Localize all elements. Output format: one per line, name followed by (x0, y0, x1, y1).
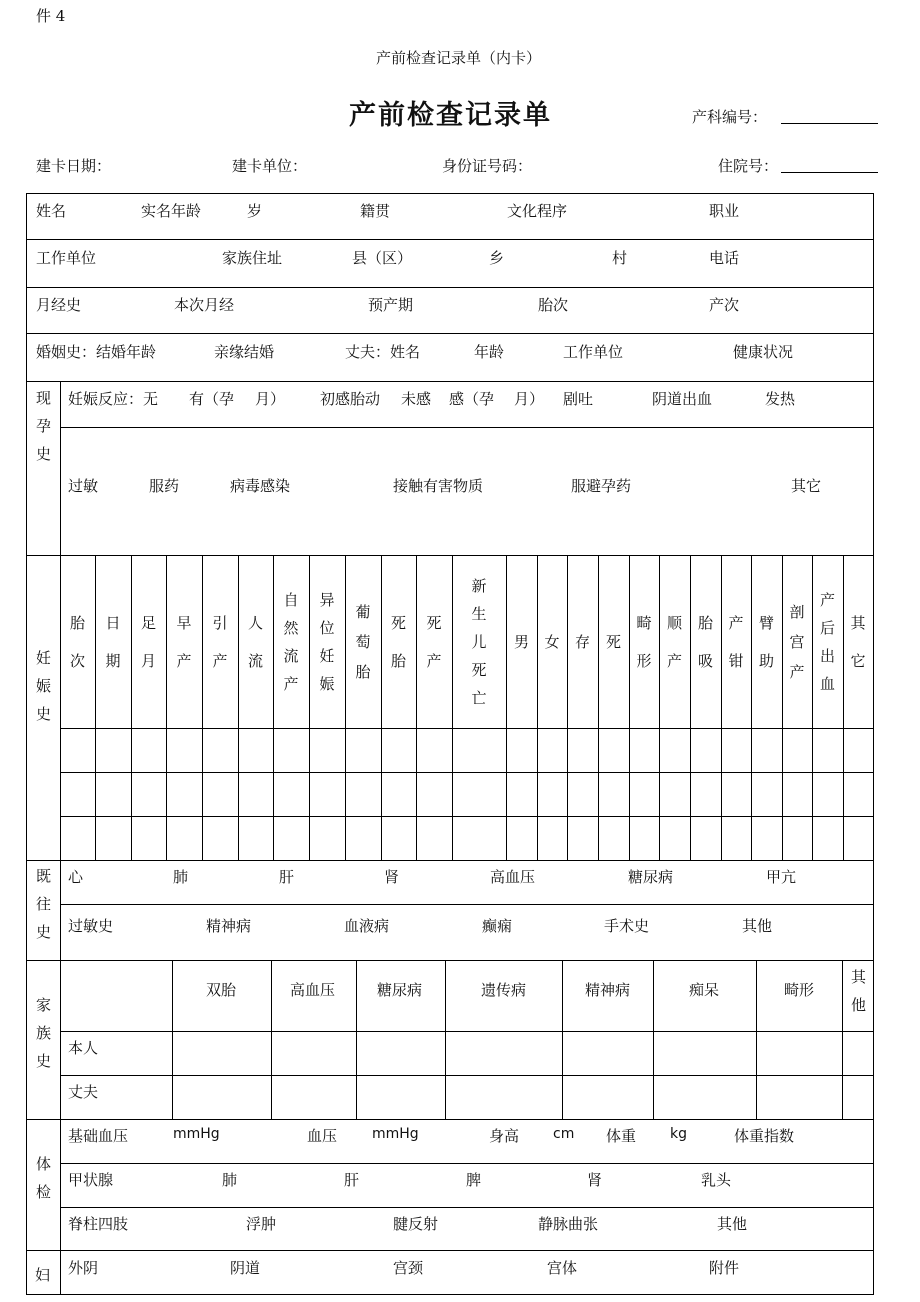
base-bp-label: 基础血压 (68, 1127, 129, 1145)
blood-disease-label: 血液病 (344, 917, 390, 935)
cervix-label: 宫颈 (393, 1259, 424, 1277)
pregnancy-col-3: 足月 (140, 614, 156, 670)
pregnancy-col-22: 剖宫产 (789, 603, 805, 681)
pregnancy-col-10: 死胎 (390, 614, 406, 670)
family-col-other: 其他 (851, 968, 867, 1014)
hyperthyroid-label: 甲亢 (766, 868, 797, 886)
uterus-label: 宫体 (547, 1259, 578, 1277)
exam-liver-label: 肝 (344, 1171, 360, 1189)
first-movement-label: 初感胎动 (320, 390, 381, 408)
contraceptive-label: 服避孕药 (571, 477, 632, 495)
mental-illness-label: 精神病 (206, 917, 252, 935)
pregnancy-col-4: 早产 (176, 614, 192, 670)
not-felt-label: 未感 (401, 390, 432, 408)
current-pregnancy-side-label: 现孕史 (35, 389, 51, 463)
past-history-side-label: 既往史 (35, 867, 51, 941)
family-col-twins: 双胎 (206, 981, 237, 999)
pregnancy-col-17: 畸形 (636, 614, 652, 670)
id-no-label: 身份证号码： (442, 157, 533, 175)
allergy-label: 过敏 (68, 477, 99, 495)
gravida-label: 胎次 (538, 296, 569, 314)
allergy-history-label: 过敏史 (68, 917, 114, 935)
bmi-label: 体重指数 (734, 1127, 795, 1145)
viral-infection-label: 病毒感染 (230, 477, 291, 495)
pregnancy-col-13: 男 (513, 633, 529, 651)
subtitle: 产前检查记录单（内卡） (376, 49, 542, 67)
pregnancy-col-9: 葡萄胎 (355, 603, 371, 681)
village-label: 村 (612, 249, 628, 267)
adnexa-label: 附件 (709, 1259, 740, 1277)
family-row-self: 本人 (68, 1039, 99, 1057)
pregnancy-col-14: 女 (544, 633, 560, 651)
heart-label: 心 (68, 868, 84, 886)
height-unit: cm (553, 1126, 575, 1142)
lung-label: 肺 (173, 868, 189, 886)
reflex-label: 腱反射 (393, 1215, 439, 1233)
pregnancy-col-11: 死产 (426, 614, 442, 670)
township-label: 乡 (489, 249, 505, 267)
page-title: 产前检查记录单 (349, 100, 552, 131)
last-period-label: 本次月经 (174, 296, 235, 314)
health-status-label: 健康状况 (733, 343, 794, 361)
due-date-label: 预产期 (368, 296, 414, 314)
parity-label: 产次 (709, 296, 740, 314)
education-label: 文化程序 (507, 202, 568, 220)
county-label: 县（区） (352, 249, 413, 267)
pregnancy-col-21: 臂助 (758, 614, 774, 670)
hospital-no-field[interactable] (781, 172, 878, 173)
reaction-month-label: 月） (255, 390, 286, 408)
bleeding-label: 阴道出血 (652, 390, 713, 408)
base-bp-unit: mmHg (173, 1126, 220, 1142)
felt-month-label: 月） (514, 390, 545, 408)
other-history-label: 其他 (742, 917, 773, 935)
kidney-label: 肾 (384, 868, 400, 886)
height-label: 身高 (489, 1127, 520, 1145)
reaction-yes-label: 有（孕 (189, 390, 235, 408)
vulva-label: 外阴 (68, 1259, 99, 1277)
gyn-exam-side-label: 妇 (35, 1266, 51, 1284)
native-place-label: 籍贯 (360, 202, 391, 220)
bp-unit: mmHg (372, 1126, 419, 1142)
dept-no-label: 产科编号： (692, 108, 768, 126)
exam-kidney-label: 肾 (587, 1171, 603, 1189)
name-label: 姓名 (36, 202, 67, 220)
pregnancy-col-19: 胎吸 (697, 614, 713, 670)
pregnancy-col-15: 存 (574, 633, 590, 651)
family-history-side-label: 家族史 (35, 996, 51, 1070)
years-unit: 岁 (247, 202, 263, 220)
diabetes-label: 糖尿病 (628, 868, 674, 886)
hospital-no-label: 住院号： (718, 157, 779, 175)
pregnancy-col-18: 顺产 (666, 614, 682, 670)
husband-age-label: 年龄 (474, 343, 505, 361)
menstrual-history-label: 月经史 (36, 296, 82, 314)
pregnancy-col-20: 产钳 (728, 614, 744, 670)
hazardous-contact-label: 接触有害物质 (393, 477, 484, 495)
husband-work-label: 工作单位 (563, 343, 624, 361)
vomiting-label: 剧吐 (563, 390, 594, 408)
exam-lung-label: 肺 (222, 1171, 238, 1189)
work-unit-label: 工作单位 (36, 249, 97, 267)
occupation-label: 职业 (709, 202, 740, 220)
epilepsy-label: 癫痫 (482, 917, 513, 935)
family-col-mental: 精神病 (585, 981, 631, 999)
family-col-dementia: 痴呆 (689, 981, 720, 999)
hypertension-label: 高血压 (490, 868, 536, 886)
pregnancy-col-24: 其它 (850, 614, 866, 670)
spleen-label: 脾 (466, 1171, 482, 1189)
other-label: 其它 (791, 477, 822, 495)
weight-label: 体重 (606, 1127, 637, 1145)
exam-other-label: 其他 (717, 1215, 748, 1233)
family-address-label: 家族住址 (222, 249, 283, 267)
pregnancy-col-5: 引产 (212, 614, 228, 670)
pregnancy-col-16: 死 (605, 633, 621, 651)
pregnancy-col-1: 胎次 (69, 614, 85, 670)
phone-label: 电话 (709, 249, 740, 267)
spine-limbs-label: 脊柱四肢 (68, 1215, 129, 1233)
family-col-genetic: 遗传病 (481, 981, 527, 999)
thyroid-label: 甲状腺 (68, 1171, 114, 1189)
pregnancy-col-7: 自然流产 (283, 591, 299, 693)
edema-label: 浮肿 (246, 1215, 277, 1233)
card-unit-label: 建卡单位： (232, 157, 308, 175)
pregnancy-col-2: 日期 (105, 614, 121, 670)
family-col-diabetes: 糖尿病 (377, 981, 423, 999)
husband-name-label: 丈夫：姓名 (345, 343, 421, 361)
dept-no-field[interactable] (781, 123, 878, 124)
pregnancy-history-side-label: 妊娠史 (35, 649, 51, 723)
weight-unit: kg (670, 1126, 687, 1142)
card-date-label: 建卡日期： (36, 157, 112, 175)
surgery-history-label: 手术史 (604, 917, 650, 935)
family-row-husband: 丈夫 (68, 1083, 99, 1101)
vagina-label: 阴道 (230, 1259, 261, 1277)
varicose-label: 静脉曲张 (538, 1215, 599, 1233)
family-col-hypertension: 高血压 (290, 981, 336, 999)
pregnancy-col-23: 产后出血 (819, 591, 835, 693)
attachment-label: 件 4 (36, 7, 66, 25)
age-label: 实名年龄 (141, 202, 202, 220)
pregnancy-col-6: 人流 (247, 614, 263, 670)
pregnancy-col-12: 新生儿死亡 (471, 577, 487, 707)
medication-label: 服药 (149, 477, 180, 495)
nipple-label: 乳头 (701, 1171, 732, 1189)
bp-label: 血压 (307, 1127, 338, 1145)
physical-exam-side-label: 体检 (35, 1155, 51, 1201)
family-col-deformity: 畸形 (784, 981, 815, 999)
liver-label: 肝 (279, 868, 295, 886)
consanguinity-label: 亲缘结婚 (214, 343, 275, 361)
reaction-none-label: 妊娠反应：无 (68, 390, 159, 408)
marriage-age-label: 婚姻史：结婚年龄 (36, 343, 157, 361)
fever-label: 发热 (765, 390, 796, 408)
pregnancy-col-8: 异位妊娠 (319, 591, 335, 693)
felt-label: 感（孕 (449, 390, 495, 408)
